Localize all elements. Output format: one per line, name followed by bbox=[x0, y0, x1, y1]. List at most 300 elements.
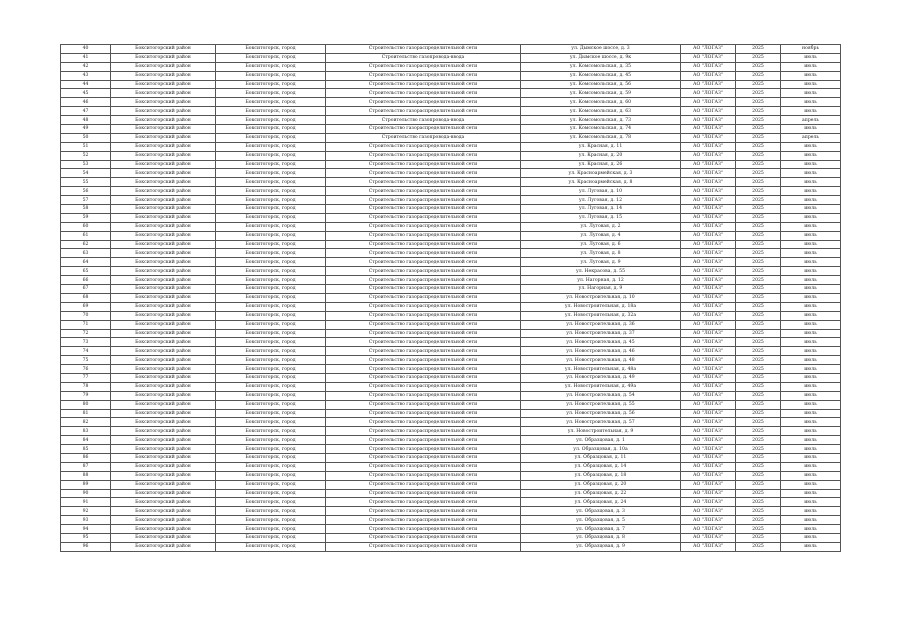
settlement-cell: Бокситогорск, город bbox=[216, 436, 326, 445]
contractor-cell: АО "ЛОГАЗ" bbox=[681, 205, 736, 214]
contractor-cell: АО "ЛОГАЗ" bbox=[681, 80, 736, 89]
table-row bbox=[61, 62, 841, 71]
address-cell: ул. Красная, д. 20 bbox=[521, 151, 681, 160]
address-cell: ул. Новостроительная, д. 49а bbox=[521, 382, 681, 391]
settlement-cell: Бокситогорск, город bbox=[216, 276, 326, 285]
district-cell: Бокситогорский район bbox=[111, 356, 216, 365]
district-cell: Бокситогорский район bbox=[111, 418, 216, 427]
year-cell: 2025 bbox=[736, 373, 781, 382]
month-cell: июль bbox=[781, 285, 841, 294]
contractor-cell: АО "ЛОГАЗ" bbox=[681, 462, 736, 471]
month-cell: июль bbox=[781, 471, 841, 480]
work-type-cell: Строительство газораспределительной сети bbox=[326, 205, 521, 214]
month-cell: июль bbox=[781, 267, 841, 276]
month-cell: июль bbox=[781, 160, 841, 169]
row-number-cell: 54 bbox=[61, 169, 111, 178]
settlement-cell: Бокситогорск, город bbox=[216, 311, 326, 320]
settlement-cell: Бокситогорск, город bbox=[216, 356, 326, 365]
district-cell: Бокситогорский район bbox=[111, 516, 216, 525]
year-cell: 2025 bbox=[736, 116, 781, 125]
settlement-cell: Бокситогорск, город bbox=[216, 453, 326, 462]
contractor-cell: АО "ЛОГАЗ" bbox=[681, 311, 736, 320]
row-number-cell: 91 bbox=[61, 498, 111, 507]
row-number-cell: 79 bbox=[61, 391, 111, 400]
month-cell: июль bbox=[781, 125, 841, 134]
year-cell: 2025 bbox=[736, 462, 781, 471]
settlement-cell: Бокситогорск, город bbox=[216, 427, 326, 436]
table-row bbox=[61, 356, 841, 365]
district-cell: Бокситогорский район bbox=[111, 80, 216, 89]
contractor-cell: АО "ЛОГАЗ" bbox=[681, 258, 736, 267]
row-number-cell: 66 bbox=[61, 276, 111, 285]
contractor-cell: АО "ЛОГАЗ" bbox=[681, 533, 736, 542]
address-cell: ул. Новостроительная, д. 45 bbox=[521, 338, 681, 347]
year-cell: 2025 bbox=[736, 213, 781, 222]
work-type-cell: Строительство газораспределительной сети bbox=[326, 436, 521, 445]
settlement-cell: Бокситогорск, город bbox=[216, 516, 326, 525]
table-row bbox=[61, 196, 841, 205]
year-cell: 2025 bbox=[736, 107, 781, 116]
settlement-cell: Бокситогорск, город bbox=[216, 196, 326, 205]
address-cell: ул. Луговая, д. 12 bbox=[521, 196, 681, 205]
work-type-cell: Строительство газораспределительной сети bbox=[326, 107, 521, 116]
contractor-cell: АО "ЛОГАЗ" bbox=[681, 240, 736, 249]
district-cell: Бокситогорский район bbox=[111, 302, 216, 311]
address-cell: ул. Луговая, д. 14 bbox=[521, 205, 681, 214]
month-cell: июль bbox=[781, 507, 841, 516]
contractor-cell: АО "ЛОГАЗ" bbox=[681, 436, 736, 445]
address-cell: ул. Новостроительная, д. 9 bbox=[521, 427, 681, 436]
table-row bbox=[61, 480, 841, 489]
work-type-cell: Строительство газораспределительной сети bbox=[326, 285, 521, 294]
row-number-cell: 52 bbox=[61, 151, 111, 160]
row-number-cell: 76 bbox=[61, 365, 111, 374]
year-cell: 2025 bbox=[736, 453, 781, 462]
address-cell: ул. Комсомольская, д. 74 bbox=[521, 125, 681, 134]
table-row bbox=[61, 365, 841, 374]
contractor-cell: АО "ЛОГАЗ" bbox=[681, 293, 736, 302]
address-cell: ул. Новостроительная, д. 57 bbox=[521, 418, 681, 427]
contractor-cell: АО "ЛОГАЗ" bbox=[681, 98, 736, 107]
settlement-cell: Бокситогорск, город bbox=[216, 240, 326, 249]
month-cell: июль bbox=[781, 489, 841, 498]
district-cell: Бокситогорский район bbox=[111, 258, 216, 267]
address-cell: ул. Красная, д. 11 bbox=[521, 142, 681, 151]
district-cell: Бокситогорский район bbox=[111, 71, 216, 80]
month-cell: июль bbox=[781, 382, 841, 391]
district-cell: Бокситогорский район bbox=[111, 89, 216, 98]
work-type-cell: Строительство газораспределительной сети bbox=[326, 45, 521, 54]
address-cell: ул. Дымское шоссе, д. 9к bbox=[521, 53, 681, 62]
year-cell: 2025 bbox=[736, 151, 781, 160]
district-cell: Бокситогорский район bbox=[111, 311, 216, 320]
work-type-cell: Строительство газораспределительной сети bbox=[326, 267, 521, 276]
contractor-cell: АО "ЛОГАЗ" bbox=[681, 302, 736, 311]
contractor-cell: АО "ЛОГАЗ" bbox=[681, 178, 736, 187]
year-cell: 2025 bbox=[736, 231, 781, 240]
work-type-cell: Строительство газораспределительной сети bbox=[326, 125, 521, 134]
year-cell: 2025 bbox=[736, 276, 781, 285]
year-cell: 2025 bbox=[736, 436, 781, 445]
address-cell: ул. Новостроительная, д. 49 bbox=[521, 373, 681, 382]
settlement-cell: Бокситогорск, город bbox=[216, 249, 326, 258]
row-number-cell: 81 bbox=[61, 409, 111, 418]
address-cell: ул. Новостроительная, д. 32а bbox=[521, 311, 681, 320]
row-number-cell: 50 bbox=[61, 133, 111, 142]
contractor-cell: АО "ЛОГАЗ" bbox=[681, 471, 736, 480]
row-number-cell: 75 bbox=[61, 356, 111, 365]
row-number-cell: 59 bbox=[61, 213, 111, 222]
address-cell: ул. Красная, д. 26 bbox=[521, 160, 681, 169]
month-cell: июль bbox=[781, 258, 841, 267]
month-cell: ноябрь bbox=[781, 45, 841, 54]
address-cell: ул. Новостроительная, д. 37 bbox=[521, 329, 681, 338]
month-cell: июль bbox=[781, 453, 841, 462]
district-cell: Бокситогорский район bbox=[111, 231, 216, 240]
address-cell: ул. Образцовая, д. 3 bbox=[521, 507, 681, 516]
year-cell: 2025 bbox=[736, 427, 781, 436]
settlement-cell: Бокситогорск, город bbox=[216, 98, 326, 107]
address-cell: ул. Дымское шоссе, д. 3 bbox=[521, 45, 681, 54]
year-cell: 2025 bbox=[736, 240, 781, 249]
table-row bbox=[61, 285, 841, 294]
settlement-cell: Бокситогорск, город bbox=[216, 205, 326, 214]
row-number-cell: 72 bbox=[61, 329, 111, 338]
year-cell: 2025 bbox=[736, 533, 781, 542]
work-type-cell: Строительство газораспределительной сети bbox=[326, 213, 521, 222]
address-cell: ул. Нагорная, д. 9 bbox=[521, 285, 681, 294]
table-row bbox=[61, 151, 841, 160]
row-number-cell: 60 bbox=[61, 222, 111, 231]
year-cell: 2025 bbox=[736, 382, 781, 391]
year-cell: 2025 bbox=[736, 400, 781, 409]
table-row bbox=[61, 427, 841, 436]
table-row bbox=[61, 418, 841, 427]
district-cell: Бокситогорский район bbox=[111, 116, 216, 125]
address-cell: ул. Новостроительная, д. 18а bbox=[521, 302, 681, 311]
row-number-cell: 65 bbox=[61, 267, 111, 276]
contractor-cell: АО "ЛОГАЗ" bbox=[681, 498, 736, 507]
address-cell: ул. Луговая, д. 9 bbox=[521, 258, 681, 267]
contractor-cell: АО "ЛОГАЗ" bbox=[681, 347, 736, 356]
row-number-cell: 82 bbox=[61, 418, 111, 427]
month-cell: июль bbox=[781, 480, 841, 489]
district-cell: Бокситогорский район bbox=[111, 498, 216, 507]
contractor-cell: АО "ЛОГАЗ" bbox=[681, 453, 736, 462]
contractor-cell: АО "ЛОГАЗ" bbox=[681, 89, 736, 98]
settlement-cell: Бокситогорск, город bbox=[216, 471, 326, 480]
address-cell: ул. Луговая, д. 10 bbox=[521, 187, 681, 196]
work-type-cell: Строительство газораспределительной сети bbox=[326, 151, 521, 160]
year-cell: 2025 bbox=[736, 542, 781, 551]
table-row bbox=[61, 125, 841, 134]
month-cell: июль bbox=[781, 338, 841, 347]
work-type-cell: Строительство газораспределительной сети bbox=[326, 391, 521, 400]
row-number-cell: 88 bbox=[61, 471, 111, 480]
row-number-cell: 90 bbox=[61, 489, 111, 498]
work-type-cell: Строительство газораспределительной сети bbox=[326, 311, 521, 320]
address-cell: ул. Новостроительная, д. 56 bbox=[521, 409, 681, 418]
work-type-cell: Строительство газораспределительной сети bbox=[326, 533, 521, 542]
month-cell: июль bbox=[781, 276, 841, 285]
work-type-cell: Строительство газораспределительной сети bbox=[326, 71, 521, 80]
row-number-cell: 58 bbox=[61, 205, 111, 214]
work-type-cell: Строительство газораспределительной сети bbox=[326, 222, 521, 231]
district-cell: Бокситогорский район bbox=[111, 98, 216, 107]
table-row bbox=[61, 462, 841, 471]
year-cell: 2025 bbox=[736, 365, 781, 374]
month-cell: июль bbox=[781, 196, 841, 205]
row-number-cell: 77 bbox=[61, 373, 111, 382]
contractor-cell: АО "ЛОГАЗ" bbox=[681, 320, 736, 329]
month-cell: июль bbox=[781, 391, 841, 400]
month-cell: июль bbox=[781, 365, 841, 374]
contractor-cell: АО "ЛОГАЗ" bbox=[681, 427, 736, 436]
settlement-cell: Бокситогорск, город bbox=[216, 462, 326, 471]
year-cell: 2025 bbox=[736, 80, 781, 89]
work-type-cell: Строительство газораспределительной сети bbox=[326, 196, 521, 205]
settlement-cell: Бокситогорск, город bbox=[216, 507, 326, 516]
year-cell: 2025 bbox=[736, 480, 781, 489]
table-row bbox=[61, 45, 841, 54]
contractor-cell: АО "ЛОГАЗ" bbox=[681, 373, 736, 382]
work-type-cell: Строительство газораспределительной сети bbox=[326, 471, 521, 480]
table-body bbox=[61, 45, 841, 552]
table-row bbox=[61, 525, 841, 534]
year-cell: 2025 bbox=[736, 71, 781, 80]
settlement-cell: Бокситогорск, город bbox=[216, 418, 326, 427]
settlement-cell: Бокситогорск, город bbox=[216, 107, 326, 116]
work-type-cell: Строительство газораспределительной сети bbox=[326, 320, 521, 329]
settlement-cell: Бокситогорск, город bbox=[216, 525, 326, 534]
work-type-cell: Строительство газораспределительной сети bbox=[326, 98, 521, 107]
table-row bbox=[61, 293, 841, 302]
table-row bbox=[61, 373, 841, 382]
year-cell: 2025 bbox=[736, 320, 781, 329]
address-cell: ул. Луговая, д. 8 bbox=[521, 249, 681, 258]
year-cell: 2025 bbox=[736, 525, 781, 534]
contractor-cell: АО "ЛОГАЗ" bbox=[681, 400, 736, 409]
work-type-cell: Строительство газораспределительной сети bbox=[326, 293, 521, 302]
row-number-cell: 61 bbox=[61, 231, 111, 240]
year-cell: 2025 bbox=[736, 302, 781, 311]
work-type-cell: Строительство газораспределительной сети bbox=[326, 258, 521, 267]
address-cell: ул. Новостроительная, д. 54 bbox=[521, 391, 681, 400]
district-cell: Бокситогорский район bbox=[111, 427, 216, 436]
work-type-cell: Строительство газораспределительной сети bbox=[326, 418, 521, 427]
district-cell: Бокситогорский район bbox=[111, 151, 216, 160]
contractor-cell: АО "ЛОГАЗ" bbox=[681, 133, 736, 142]
contractor-cell: АО "ЛОГАЗ" bbox=[681, 249, 736, 258]
year-cell: 2025 bbox=[736, 187, 781, 196]
table-row bbox=[61, 533, 841, 542]
table-row bbox=[61, 222, 841, 231]
district-cell: Бокситогорский район bbox=[111, 462, 216, 471]
settlement-cell: Бокситогорск, город bbox=[216, 160, 326, 169]
settlement-cell: Бокситогорск, город bbox=[216, 62, 326, 71]
address-cell: ул. Луговая, д. 15 bbox=[521, 213, 681, 222]
month-cell: июль bbox=[781, 142, 841, 151]
month-cell: июль bbox=[781, 436, 841, 445]
address-cell: ул. Новостроительная, д. 48а bbox=[521, 365, 681, 374]
row-number-cell: 47 bbox=[61, 107, 111, 116]
settlement-cell: Бокситогорск, город bbox=[216, 445, 326, 454]
row-number-cell: 71 bbox=[61, 320, 111, 329]
work-type-cell: Строительство газораспределительной сети bbox=[326, 142, 521, 151]
settlement-cell: Бокситогорск, город bbox=[216, 80, 326, 89]
month-cell: июль bbox=[781, 542, 841, 551]
settlement-cell: Бокситогорск, город bbox=[216, 365, 326, 374]
contractor-cell: АО "ЛОГАЗ" bbox=[681, 391, 736, 400]
table-row bbox=[61, 249, 841, 258]
work-type-cell: Строительство газораспределительной сети bbox=[326, 187, 521, 196]
row-number-cell: 55 bbox=[61, 178, 111, 187]
settlement-cell: Бокситогорск, город bbox=[216, 89, 326, 98]
district-cell: Бокситогорский район bbox=[111, 240, 216, 249]
month-cell: июль bbox=[781, 205, 841, 214]
row-number-cell: 89 bbox=[61, 480, 111, 489]
row-number-cell: 42 bbox=[61, 62, 111, 71]
table-row bbox=[61, 116, 841, 125]
district-cell: Бокситогорский район bbox=[111, 320, 216, 329]
row-number-cell: 44 bbox=[61, 80, 111, 89]
work-type-cell: Строительство газораспределительной сети bbox=[326, 89, 521, 98]
year-cell: 2025 bbox=[736, 293, 781, 302]
row-number-cell: 84 bbox=[61, 436, 111, 445]
work-type-cell: Строительство газопровода-ввода bbox=[326, 53, 521, 62]
district-cell: Бокситогорский район bbox=[111, 533, 216, 542]
row-number-cell: 86 bbox=[61, 453, 111, 462]
month-cell: июль bbox=[781, 498, 841, 507]
contractor-cell: АО "ЛОГАЗ" bbox=[681, 53, 736, 62]
work-type-cell: Строительство газораспределительной сети bbox=[326, 382, 521, 391]
work-type-cell: Строительство газораспределительной сети bbox=[326, 373, 521, 382]
year-cell: 2025 bbox=[736, 178, 781, 187]
work-type-cell: Строительство газораспределительной сети bbox=[326, 445, 521, 454]
address-cell: ул. Новостроительная, д. 46 bbox=[521, 347, 681, 356]
address-cell: ул. Луговая, д. 6 bbox=[521, 240, 681, 249]
contractor-cell: АО "ЛОГАЗ" bbox=[681, 142, 736, 151]
year-cell: 2025 bbox=[736, 418, 781, 427]
gas-works-table bbox=[60, 44, 841, 552]
district-cell: Бокситогорский район bbox=[111, 45, 216, 54]
district-cell: Бокситогорский район bbox=[111, 382, 216, 391]
month-cell: июль bbox=[781, 62, 841, 71]
work-type-cell: Строительство газораспределительной сети bbox=[326, 178, 521, 187]
settlement-cell: Бокситогорск, город bbox=[216, 498, 326, 507]
contractor-cell: АО "ЛОГАЗ" bbox=[681, 329, 736, 338]
district-cell: Бокситогорский район bbox=[111, 436, 216, 445]
contractor-cell: АО "ЛОГАЗ" bbox=[681, 525, 736, 534]
table-row bbox=[61, 213, 841, 222]
district-cell: Бокситогорский район bbox=[111, 53, 216, 62]
work-type-cell: Строительство газораспределительной сети bbox=[326, 160, 521, 169]
district-cell: Бокситогорский район bbox=[111, 125, 216, 134]
year-cell: 2025 bbox=[736, 258, 781, 267]
contractor-cell: АО "ЛОГАЗ" bbox=[681, 409, 736, 418]
work-type-cell: Строительство газораспределительной сети bbox=[326, 231, 521, 240]
table-row bbox=[61, 178, 841, 187]
table-row bbox=[61, 338, 841, 347]
address-cell: ул. Образцовая, д. 11 bbox=[521, 453, 681, 462]
month-cell: июль bbox=[781, 98, 841, 107]
district-cell: Бокситогорский район bbox=[111, 196, 216, 205]
month-cell: июль bbox=[781, 249, 841, 258]
year-cell: 2025 bbox=[736, 329, 781, 338]
address-cell: ул. Образцовая, д. 1 bbox=[521, 436, 681, 445]
row-number-cell: 83 bbox=[61, 427, 111, 436]
contractor-cell: АО "ЛОГАЗ" bbox=[681, 116, 736, 125]
table-row bbox=[61, 489, 841, 498]
address-cell: ул. Комсомольская, д. 35 bbox=[521, 62, 681, 71]
year-cell: 2025 bbox=[736, 125, 781, 134]
district-cell: Бокситогорский район bbox=[111, 391, 216, 400]
settlement-cell: Бокситогорск, город bbox=[216, 169, 326, 178]
month-cell: июль bbox=[781, 445, 841, 454]
district-cell: Бокситогорский район bbox=[111, 453, 216, 462]
row-number-cell: 46 bbox=[61, 98, 111, 107]
settlement-cell: Бокситогорск, город bbox=[216, 45, 326, 54]
settlement-cell: Бокситогорск, город bbox=[216, 320, 326, 329]
row-number-cell: 70 bbox=[61, 311, 111, 320]
district-cell: Бокситогорский район bbox=[111, 222, 216, 231]
row-number-cell: 94 bbox=[61, 525, 111, 534]
year-cell: 2025 bbox=[736, 471, 781, 480]
year-cell: 2025 bbox=[736, 98, 781, 107]
work-type-cell: Строительство газораспределительной сети bbox=[326, 240, 521, 249]
contractor-cell: АО "ЛОГАЗ" bbox=[681, 160, 736, 169]
settlement-cell: Бокситогорск, город bbox=[216, 409, 326, 418]
contractor-cell: АО "ЛОГАЗ" bbox=[681, 382, 736, 391]
row-number-cell: 95 bbox=[61, 533, 111, 542]
year-cell: 2025 bbox=[736, 507, 781, 516]
table-row bbox=[61, 542, 841, 551]
district-cell: Бокситогорский район bbox=[111, 213, 216, 222]
district-cell: Бокситогорский район bbox=[111, 338, 216, 347]
contractor-cell: АО "ЛОГАЗ" bbox=[681, 169, 736, 178]
settlement-cell: Бокситогорск, город bbox=[216, 142, 326, 151]
table-row bbox=[61, 89, 841, 98]
address-cell: ул. Луговая, д. 2 bbox=[521, 222, 681, 231]
settlement-cell: Бокситогорск, город bbox=[216, 293, 326, 302]
table-row bbox=[61, 445, 841, 454]
row-number-cell: 64 bbox=[61, 258, 111, 267]
district-cell: Бокситогорский район bbox=[111, 293, 216, 302]
table-row bbox=[61, 80, 841, 89]
year-cell: 2025 bbox=[736, 89, 781, 98]
address-cell: ул. Образцовая, д. 9 bbox=[521, 542, 681, 551]
work-type-cell: Строительство газораспределительной сети bbox=[326, 498, 521, 507]
settlement-cell: Бокситогорск, город bbox=[216, 125, 326, 134]
settlement-cell: Бокситогорск, город bbox=[216, 329, 326, 338]
work-type-cell: Строительство газораспределительной сети bbox=[326, 489, 521, 498]
month-cell: июль bbox=[781, 151, 841, 160]
district-cell: Бокситогорский район bbox=[111, 276, 216, 285]
work-type-cell: Строительство газораспределительной сети bbox=[326, 169, 521, 178]
row-number-cell: 67 bbox=[61, 285, 111, 294]
contractor-cell: АО "ЛОГАЗ" bbox=[681, 480, 736, 489]
table-row bbox=[61, 507, 841, 516]
district-cell: Бокситогорский район bbox=[111, 187, 216, 196]
district-cell: Бокситогорский район bbox=[111, 373, 216, 382]
year-cell: 2025 bbox=[736, 222, 781, 231]
contractor-cell: АО "ЛОГАЗ" bbox=[681, 356, 736, 365]
row-number-cell: 63 bbox=[61, 249, 111, 258]
month-cell: июль bbox=[781, 231, 841, 240]
work-type-cell: Строительство газораспределительной сети bbox=[326, 400, 521, 409]
table-row bbox=[61, 231, 841, 240]
month-cell: июль bbox=[781, 356, 841, 365]
